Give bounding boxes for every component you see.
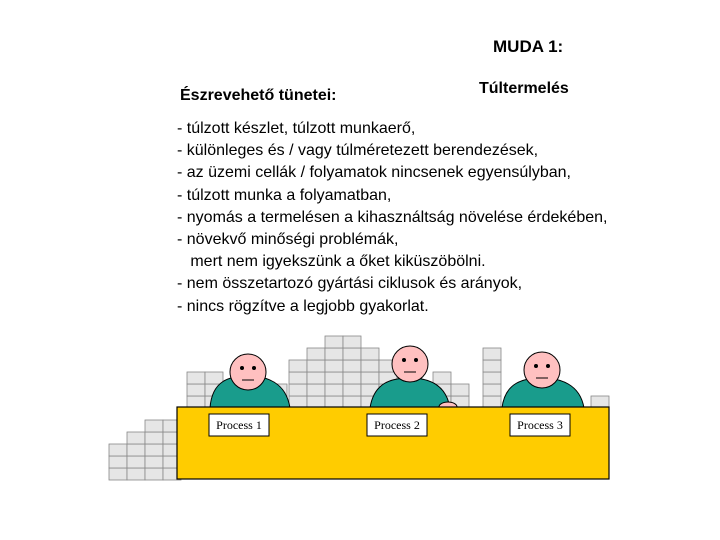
inventory-block bbox=[127, 432, 145, 444]
inventory-block bbox=[127, 444, 145, 456]
inventory-block bbox=[145, 444, 163, 456]
worker-3 bbox=[502, 352, 584, 408]
inventory-block bbox=[325, 348, 343, 360]
symptom-item: - nincs rögzítve a legjobb gyakorlat. bbox=[177, 297, 429, 315]
symptom-item: - túlzott munka a folyamatban, bbox=[177, 186, 392, 204]
inventory-block bbox=[325, 396, 343, 408]
process-box-3 bbox=[510, 414, 570, 436]
inventory-block bbox=[307, 372, 325, 384]
inventory-block bbox=[483, 372, 501, 384]
inventory-block bbox=[325, 336, 343, 348]
process-box-1 bbox=[209, 414, 269, 436]
inventory-block bbox=[127, 468, 145, 480]
inventory-block bbox=[361, 372, 379, 384]
inventory-block bbox=[361, 348, 379, 360]
inventory-block bbox=[343, 384, 361, 396]
inventory-block bbox=[109, 456, 127, 468]
process-label-1: Process 1 bbox=[216, 418, 262, 432]
symptom-item: - túlzott készlet, túlzott munkaerő, bbox=[177, 120, 416, 137]
inventory-block bbox=[343, 360, 361, 372]
inventory-block bbox=[109, 444, 127, 456]
slide-subtitle: Túltermelés bbox=[479, 80, 569, 97]
inventory-block bbox=[483, 360, 501, 372]
inventory-block bbox=[109, 468, 127, 480]
symptom-item: - növekvő minőségi problémák, bbox=[177, 231, 399, 249]
process-box-2 bbox=[367, 414, 427, 436]
inventory-block bbox=[325, 360, 343, 372]
symptom-item: - különleges és / vagy túlméretezett berendezések, bbox=[177, 142, 539, 160]
process-label-3: Process 3 bbox=[517, 418, 563, 432]
inventory-block bbox=[325, 384, 343, 396]
inventory-block bbox=[361, 360, 379, 372]
inventory-block bbox=[325, 372, 343, 384]
inventory-block bbox=[307, 396, 325, 408]
symptom-item: - nem összetartozó gyártási ciklusok és arányok, bbox=[177, 275, 523, 293]
inventory-block bbox=[145, 420, 163, 432]
symptom-item: - nyomás a termelésen a kihasználtság növelése érdekében, bbox=[177, 208, 608, 226]
inventory-block bbox=[289, 384, 307, 396]
inventory-block bbox=[483, 348, 501, 360]
inventory-block bbox=[289, 372, 307, 384]
inventory-block bbox=[145, 468, 163, 480]
inventory-block bbox=[343, 372, 361, 384]
inventory-block bbox=[591, 396, 609, 408]
inventory-block bbox=[483, 384, 501, 396]
inventory-block bbox=[187, 372, 205, 384]
symptom-item: mert nem igyekszünk a őket kiküszöbölni. bbox=[177, 253, 486, 271]
inventory-block bbox=[451, 384, 469, 396]
inventory-block bbox=[187, 396, 205, 408]
inventory-block bbox=[343, 396, 361, 408]
inventory-block bbox=[145, 432, 163, 444]
inventory-block bbox=[205, 372, 223, 384]
inventory-block bbox=[483, 396, 501, 408]
inventory-blocks-front bbox=[109, 420, 181, 480]
inventory-block bbox=[289, 360, 307, 372]
slide-title: MUDA 1: bbox=[493, 37, 564, 56]
inventory-block bbox=[145, 456, 163, 468]
inventory-block bbox=[307, 384, 325, 396]
inventory-block bbox=[289, 396, 307, 408]
symptom-item: - az üzemi cellák / folyamatok nincsenek egyensúlyban, bbox=[177, 164, 571, 182]
inventory-block bbox=[307, 348, 325, 360]
symptoms-heading: Észrevehető tünetei: bbox=[180, 87, 337, 104]
inventory-block bbox=[343, 348, 361, 360]
inventory-block bbox=[343, 336, 361, 348]
process-label-2: Process 2 bbox=[374, 418, 420, 432]
inventory-block bbox=[307, 360, 325, 372]
inventory-block bbox=[187, 384, 205, 396]
inventory-block bbox=[433, 372, 451, 384]
inventory-block bbox=[127, 456, 145, 468]
